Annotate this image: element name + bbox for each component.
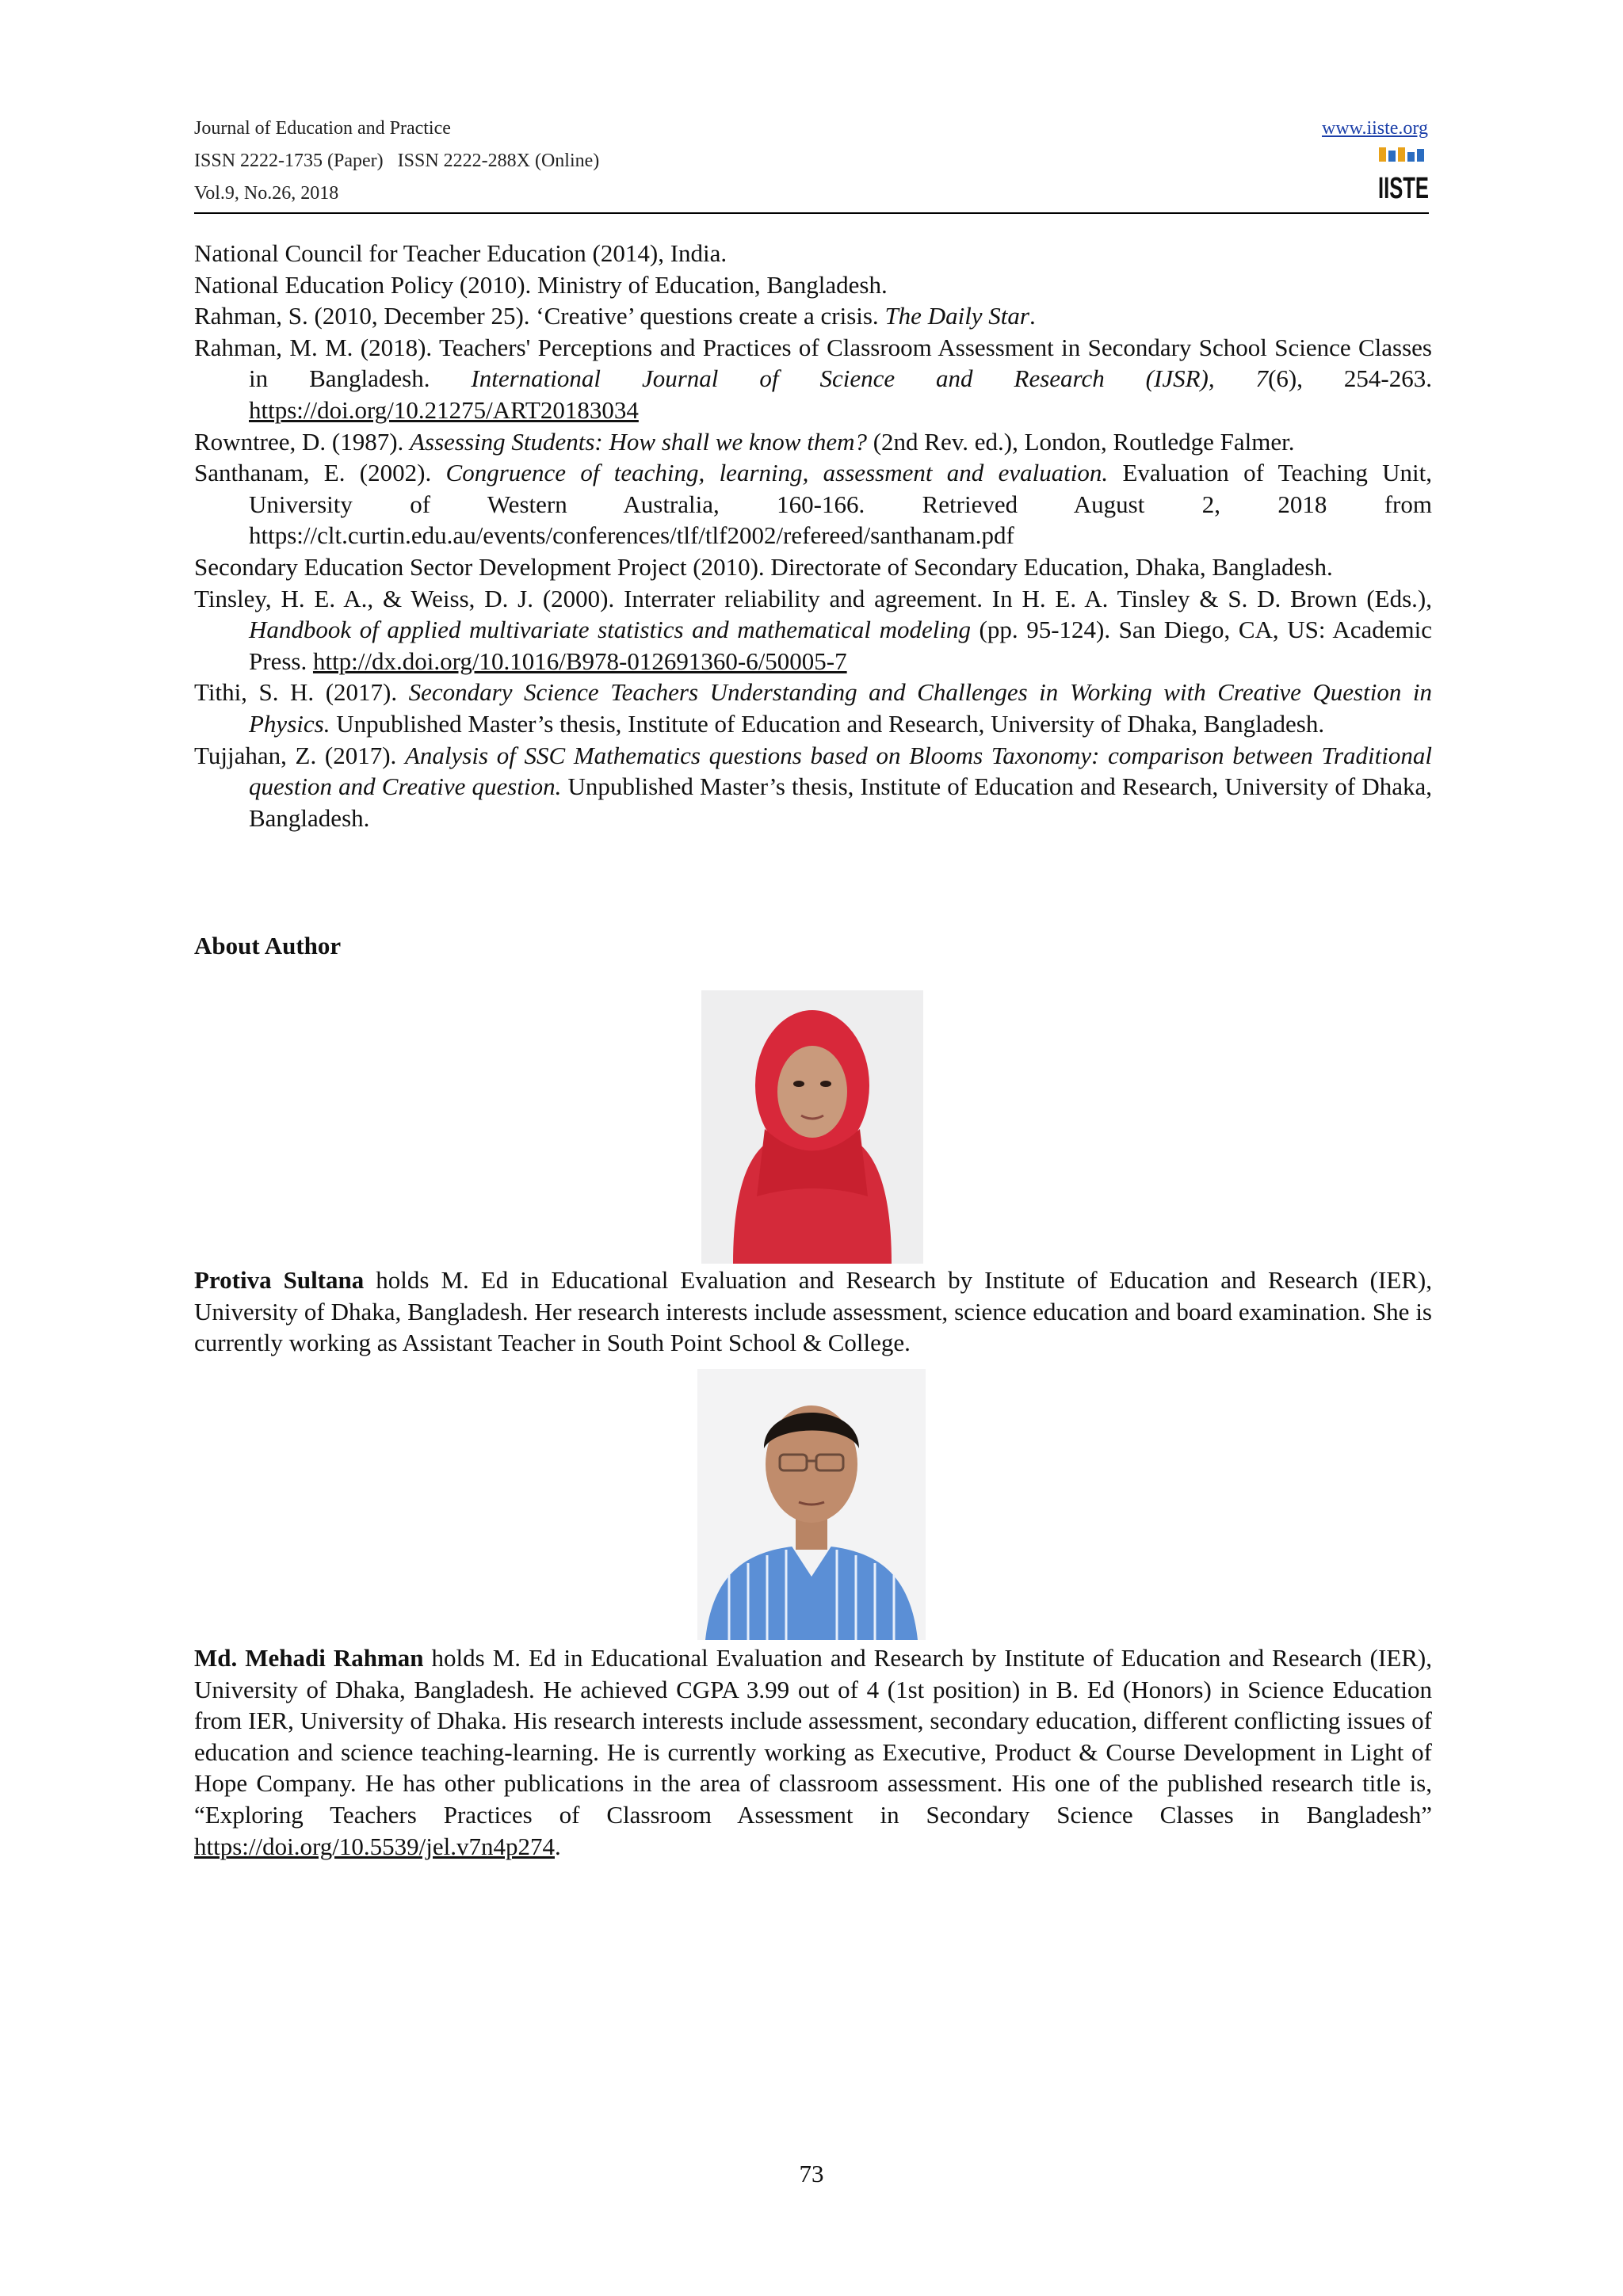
author-bio-mehadi: Md. Mehadi Rahman holds M. Ed in Educational Evaluation and Research by Institute of Education and Research (IER), University of Dhaka, Bangladesh. He achieved CGPA 3.99 out of 4 (1st position) in B. Ed (Honors) in Science Education from IER, University of Dhaka. His research interests include assessment, secondary education, different conflicting issues of education and science teaching-learning. He is currently working as Executive, Product & Course Development in Light of Hope Company. He has other publications in the area of classroom assessment. His one of the published research title is, “Exploring Teachers Practices of Classroom Assessment in Secondary Science Classes in Bangladesh” https://doi.org/10.5539/jel.v7n4p274.: [194, 1644, 1432, 1860]
volume-line: Vol.9, No.26, 2018: [194, 183, 339, 204]
doi-link[interactable]: https://doi.org/10.5539/jel.v7n4p274: [194, 1832, 555, 1860]
about-author-heading: About Author: [194, 932, 342, 959]
reference-item: Secondary Education Sector Development Project (2010). Directorate of Secondary Education, Dhaka, Bangladesh.: [194, 552, 1333, 581]
website-link[interactable]: www.iiste.org: [1322, 118, 1428, 139]
author-name: Protiva Sultana: [194, 1266, 365, 1294]
reference-item: Santhanam, E. (2002). Congruence of teaching, learning, assessment and evaluation. Evaluation of Teaching Unit, University of Western Australia, 160-166. Retrieved August 2, 2018 from https://clt.curtin.edu.au/events/conferences/tlf/tlf2002/refereed/santhanam.pdf: [194, 459, 1433, 550]
issn-line: ISSN 2222-1735 (Paper) ISSN 2222-288X (Online): [194, 151, 600, 171]
reference-item: Tithi, S. H. (2017). Secondary Science Teachers Understanding and Challenges in Working with Creative Question in Physics. Unpublished Master’s thesis, Institute of Education and Research, University of Dhaka, Bangladesh.: [194, 678, 1432, 738]
doi-link[interactable]: http://dx.doi.org/10.1016/B978-012691360-6/50005-7: [312, 646, 847, 675]
author-bio-protiva: Protiva Sultana holds M. Ed in Educational Evaluation and Research by Institute of Education and Research (IER), University of Dhaka, Bangladesh. Her research interests include assessment, science education and board examination. She is currently working as Assistant Teacher in South Point School & College.: [194, 1266, 1432, 1357]
reference-item: Tujjahan, Z. (2017). Analysis of SSC Mathematics questions based on Blooms Taxonomy: comparison between Traditional question and Creative question. Unpublished Master’s thesis, Institute of Education and Research, University of Dhaka, Bangladesh.: [194, 741, 1432, 832]
author-photo-protiva: [701, 990, 923, 1264]
reference-item: Rahman, M. M. (2018). Teachers' Perceptions and Practices of Classroom Assessment in Secondary School Science Classes in Bangladesh. International Journal of Science and Research (IJSR), 7(6), 254-263. https://doi.org/10.21275/ART20183034: [194, 333, 1432, 424]
reference-list: [194, 238, 1432, 833]
author-name: Md. Mehadi Rahman: [194, 1644, 424, 1672]
reference-item: Tinsley, H. E. A., & Weiss, D. J. (2000). Interrater reliability and agreement. In H. E. A. Tinsley & S. D. Brown (Eds.), Handbook of applied multivariate statistics and mathematical modeling (pp. 95-124). San Diego, CA, US: Academic Press. http://dx.doi.org/10.1016/B978-012691360-6/50005-7: [194, 584, 1432, 675]
header-rule: [194, 212, 1429, 214]
page-number: 73: [799, 2160, 824, 2187]
svg-text:IISTE: IISTE: [1378, 172, 1429, 205]
reference-item: Rahman, S. (2010, December 25). ‘Creative’ questions create a crisis. The Daily Star.: [194, 302, 1036, 330]
author-photo-mehadi: [697, 1369, 926, 1640]
doi-link[interactable]: https://doi.org/10.21275/ART20183034: [249, 395, 639, 424]
reference-item: National Education Policy (2010). Ministry of Education, Bangladesh.: [194, 270, 888, 299]
iiste-logo: [1377, 146, 1430, 204]
reference-item: Rowntree, D. (1987). Assessing Students: How shall we know them? (2nd Rev. ed.), London, Routledge Falmer.: [194, 427, 1295, 456]
journal-title: Journal of Education and Practice: [194, 118, 451, 139]
reference-item: National Council for Teacher Education (2014), India.: [194, 239, 727, 267]
